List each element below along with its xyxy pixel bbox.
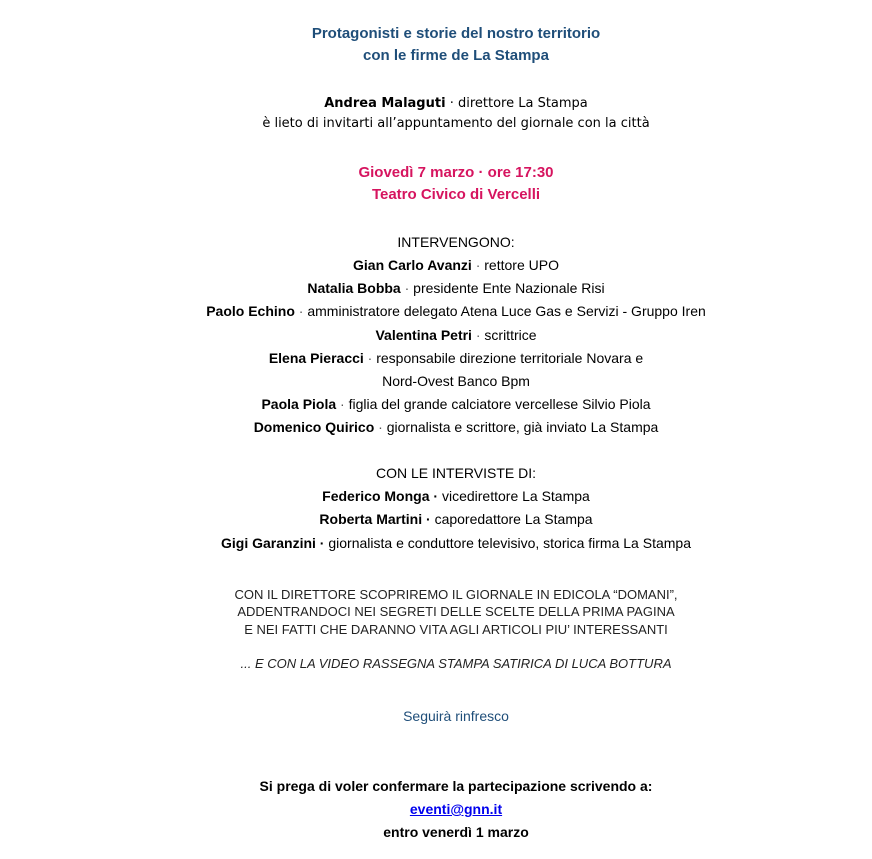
interviewer-name: Federico Monga (322, 488, 430, 504)
speaker-separator: · (367, 350, 373, 366)
host-invite: è lieto di invitarti all’appuntamento del giornale con la città (262, 116, 650, 131)
host-role: direttore La Stampa (457, 96, 588, 111)
rsvp-line: Si prega di voler confermare la partecipazione scrivendo a: (259, 778, 653, 794)
interviewer-role: caporedattore La Stampa (434, 511, 593, 527)
speaker-line (0, 350, 872, 366)
speaker-line (0, 396, 872, 412)
speaker-role: figlia del grande calciatore vercellese Silvio Piola (348, 396, 651, 412)
rsvp-deadline: entro venerdì 1 marzo (383, 824, 529, 840)
speaker-line (0, 280, 872, 296)
header-line-2: con le firme de La Stampa (363, 47, 549, 64)
header-line-1: Protagonisti e storie del nostro territorio (311, 25, 601, 42)
speaker-role: scrittrice (484, 327, 537, 343)
speaker-role: rettore UPO (484, 257, 559, 273)
interviewer-line (0, 511, 872, 527)
speaker-name: Gian Carlo Avanzi (353, 257, 472, 273)
speaker-name: Valentina Petri (375, 327, 472, 343)
speaker-separator: · (475, 257, 481, 273)
rsvp-email-link[interactable]: eventi@gnn.it (409, 801, 503, 817)
interviewer-separator: · (426, 511, 431, 527)
speaker-separator: · (475, 327, 481, 343)
host-name: Andrea Malaguti (324, 96, 446, 111)
notice-line-3: E NEI FATTI CHE DARANNO VITA AGLI ARTICOLI PIU’ INTERESSANTI (244, 622, 668, 637)
interviewer-line (0, 535, 872, 551)
speaker-name: Elena Pieracci (268, 350, 364, 366)
speakers-heading: INTERVENGONO: (397, 234, 515, 250)
speaker-role: giornalista e scrittore, già inviato La Stampa (386, 419, 659, 435)
notice-satire: ... E CON LA VIDEO RASSEGNA STAMPA SATIRICA DI LUCA BOTTURA (240, 656, 672, 671)
speaker-role: amministratore delegato Atena Luce Gas e Servizi - Gruppo Iren (307, 303, 706, 319)
speaker-line (0, 257, 872, 273)
speaker-name: Paolo Echino (206, 303, 295, 319)
event-date-time: Giovedì 7 marzo · ore 17:30 (358, 164, 554, 181)
speaker-separator: · (340, 396, 345, 412)
interviewer-separator: · (433, 488, 439, 504)
interviewer-name: Roberta Martini (319, 511, 423, 527)
interviewers-heading: CON LE INTERVISTE DI: (376, 465, 536, 481)
speaker-role: responsabile direzione territoriale Novara e (376, 350, 644, 366)
speaker-name: Natalia Bobba (307, 280, 401, 296)
speaker-line (0, 419, 872, 435)
speaker-role-continued: Nord-Ovest Banco Bpm (382, 373, 530, 389)
speaker-line (0, 303, 872, 319)
interviewer-separator: · (319, 535, 325, 551)
speaker-separator: · (298, 303, 304, 319)
interviewer-role: vicedirettore La Stampa (441, 488, 590, 504)
notice-line-2: ADDENTRANDOCI NEI SEGRETI DELLE SCELTE DELLA PRIMA PAGINA (237, 604, 675, 619)
host-line (0, 96, 872, 111)
speaker-role: presidente Ente Nazionale Risi (413, 280, 605, 296)
speaker-line (0, 327, 872, 343)
speaker-name: Paola Piola (261, 396, 337, 412)
notice-line-1: CON IL DIRETTORE SCOPRIREMO IL GIORNALE IN EDICOLA “DOMANI”, (234, 587, 678, 602)
speaker-separator: · (404, 280, 410, 296)
rsvp-email-row (0, 801, 872, 817)
event-venue: Teatro Civico di Vercelli (371, 186, 541, 203)
speaker-name: Domenico Quirico (253, 419, 375, 435)
refreshment-note: Seguirà rinfresco (403, 708, 509, 724)
interviewer-name: Gigi Garanzini (221, 535, 316, 551)
interviewer-role: giornalista e conduttore televisivo, storica firma La Stampa (328, 535, 691, 551)
interviewer-line (0, 488, 872, 504)
host-separator: · (449, 96, 454, 111)
speaker-separator: · (378, 419, 383, 435)
